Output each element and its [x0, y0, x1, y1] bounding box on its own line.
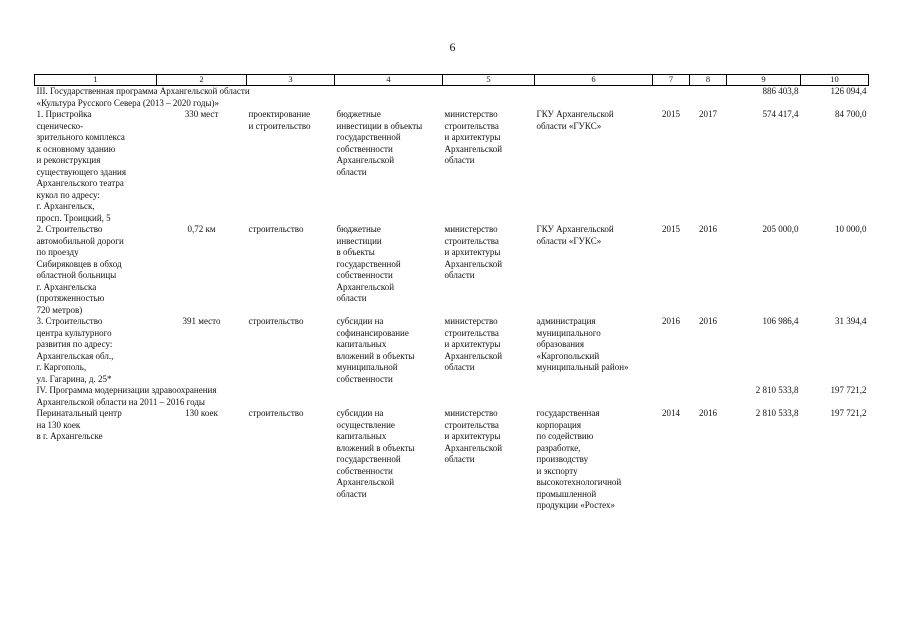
amount-year: 31 394,4	[835, 316, 867, 326]
section-total-9: 2 810 533,8	[755, 385, 799, 395]
capacity: 0,72 км	[187, 224, 216, 234]
amount-total: 574 417,4	[762, 109, 799, 119]
customer: ГКУ Архангельской области «ГУКС»	[536, 109, 614, 131]
work-type: строительство	[248, 408, 304, 418]
capacity: 130 коек	[185, 408, 218, 418]
amount-year: 197 721,2	[830, 408, 867, 418]
funding-form: субсидии на софинансирование капитальных вложений в объекты муниципальной собственности	[336, 316, 415, 384]
customer: администрация муниципального образования «Каргопольский муниципальный район»	[536, 316, 629, 372]
section-row	[35, 385, 869, 408]
amount-total: 205 000,0	[762, 224, 799, 234]
amount-year: 84 700,0	[835, 109, 867, 119]
section-title: IV. Программа модернизации здравоохранения Архангельской области на 2011 – 2016 годы	[36, 385, 217, 407]
work-type: строительство	[248, 224, 304, 234]
page-number: 6	[449, 40, 456, 54]
capacity: 330 мест	[184, 109, 219, 119]
section-row	[35, 86, 869, 110]
col-header: 8	[690, 75, 727, 86]
section-total-10: 126 094,4	[830, 86, 867, 96]
year-end: 2017	[699, 109, 717, 119]
col-header: 10	[801, 75, 869, 86]
responsible-body: министерство строительства и архитектуры Архангельской области	[444, 224, 503, 280]
year-end: 2016	[699, 316, 717, 326]
table-row	[35, 408, 869, 512]
col-header: 7	[653, 75, 690, 86]
year-start: 2015	[662, 224, 680, 234]
year-end: 2016	[699, 224, 717, 234]
investment-table	[34, 74, 869, 512]
funding-form: бюджетные инвестиции в объекты государственной собственности Архангельской области	[336, 109, 423, 177]
year-start: 2014	[662, 408, 680, 418]
col-header: 3	[247, 75, 335, 86]
capacity: 391 место	[182, 316, 221, 326]
table-row	[35, 224, 869, 316]
object-name: 1. Пристройка сценическо- зрительного комплекса к основному зданию и реконструкция существующего здания Архангельского театра кукол по адресу: г. Архангельск, просп. Троицкий, 5	[36, 109, 126, 223]
col-header: 2	[157, 75, 247, 86]
year-start: 2016	[662, 316, 680, 326]
table-row	[35, 109, 869, 224]
responsible-body: министерство строительства и архитектуры Архангельской области	[444, 316, 503, 372]
year-start: 2015	[662, 109, 680, 119]
col-header: 4	[335, 75, 443, 86]
col-header: 5	[443, 75, 535, 86]
column-number-row	[35, 75, 869, 86]
responsible-body: министерство строительства и архитектуры Архангельской области	[444, 109, 503, 165]
section-total-10: 197 721,2	[830, 385, 867, 395]
object-name: 3. Строительство центра культурного развития по адресу: Архангельская обл., г. Каргополь, ул. Гагарина, д. 25*	[36, 316, 114, 384]
amount-year: 10 000,0	[835, 224, 867, 234]
amount-total: 2 810 533,8	[755, 408, 799, 418]
work-type: проектирование и строительство	[248, 109, 311, 131]
customer: государственная корпорация по содействию разработке, производству и экспорту высокотехнологичной промышленной продукции «Ростех»	[536, 408, 622, 510]
table-row	[35, 316, 869, 385]
col-header: 6	[535, 75, 653, 86]
amount-total: 106 986,4	[762, 316, 799, 326]
customer: ГКУ Архангельской области «ГУКС»	[536, 224, 614, 246]
responsible-body: министерство строительства и архитектуры Архангельской области	[444, 408, 503, 464]
year-end: 2016	[699, 408, 717, 418]
object-name: 2. Строительство автомобильной дороги по проезду Сибиряковцев в обход областной больницы г. Архангельска (протяженностью 720 метров)	[36, 224, 124, 315]
object-name: Перинатальный центр на 130 коек в г. Архангельске	[36, 408, 122, 441]
col-header: 1	[35, 75, 157, 86]
section-title: III. Государственная программа Архангельской области «Культура Русского Севера (2013 – 2020 годы)»	[36, 86, 250, 108]
col-header: 9	[727, 75, 801, 86]
section-total-9: 886 403,8	[762, 86, 799, 96]
work-type: строительство	[248, 316, 304, 326]
funding-form: субсидии на осуществление капитальных вложений в объекты государственной собственности Архангельской области	[336, 408, 415, 499]
funding-form: бюджетные инвестиции в объекты государственной собственности Архангельской области	[336, 224, 401, 303]
